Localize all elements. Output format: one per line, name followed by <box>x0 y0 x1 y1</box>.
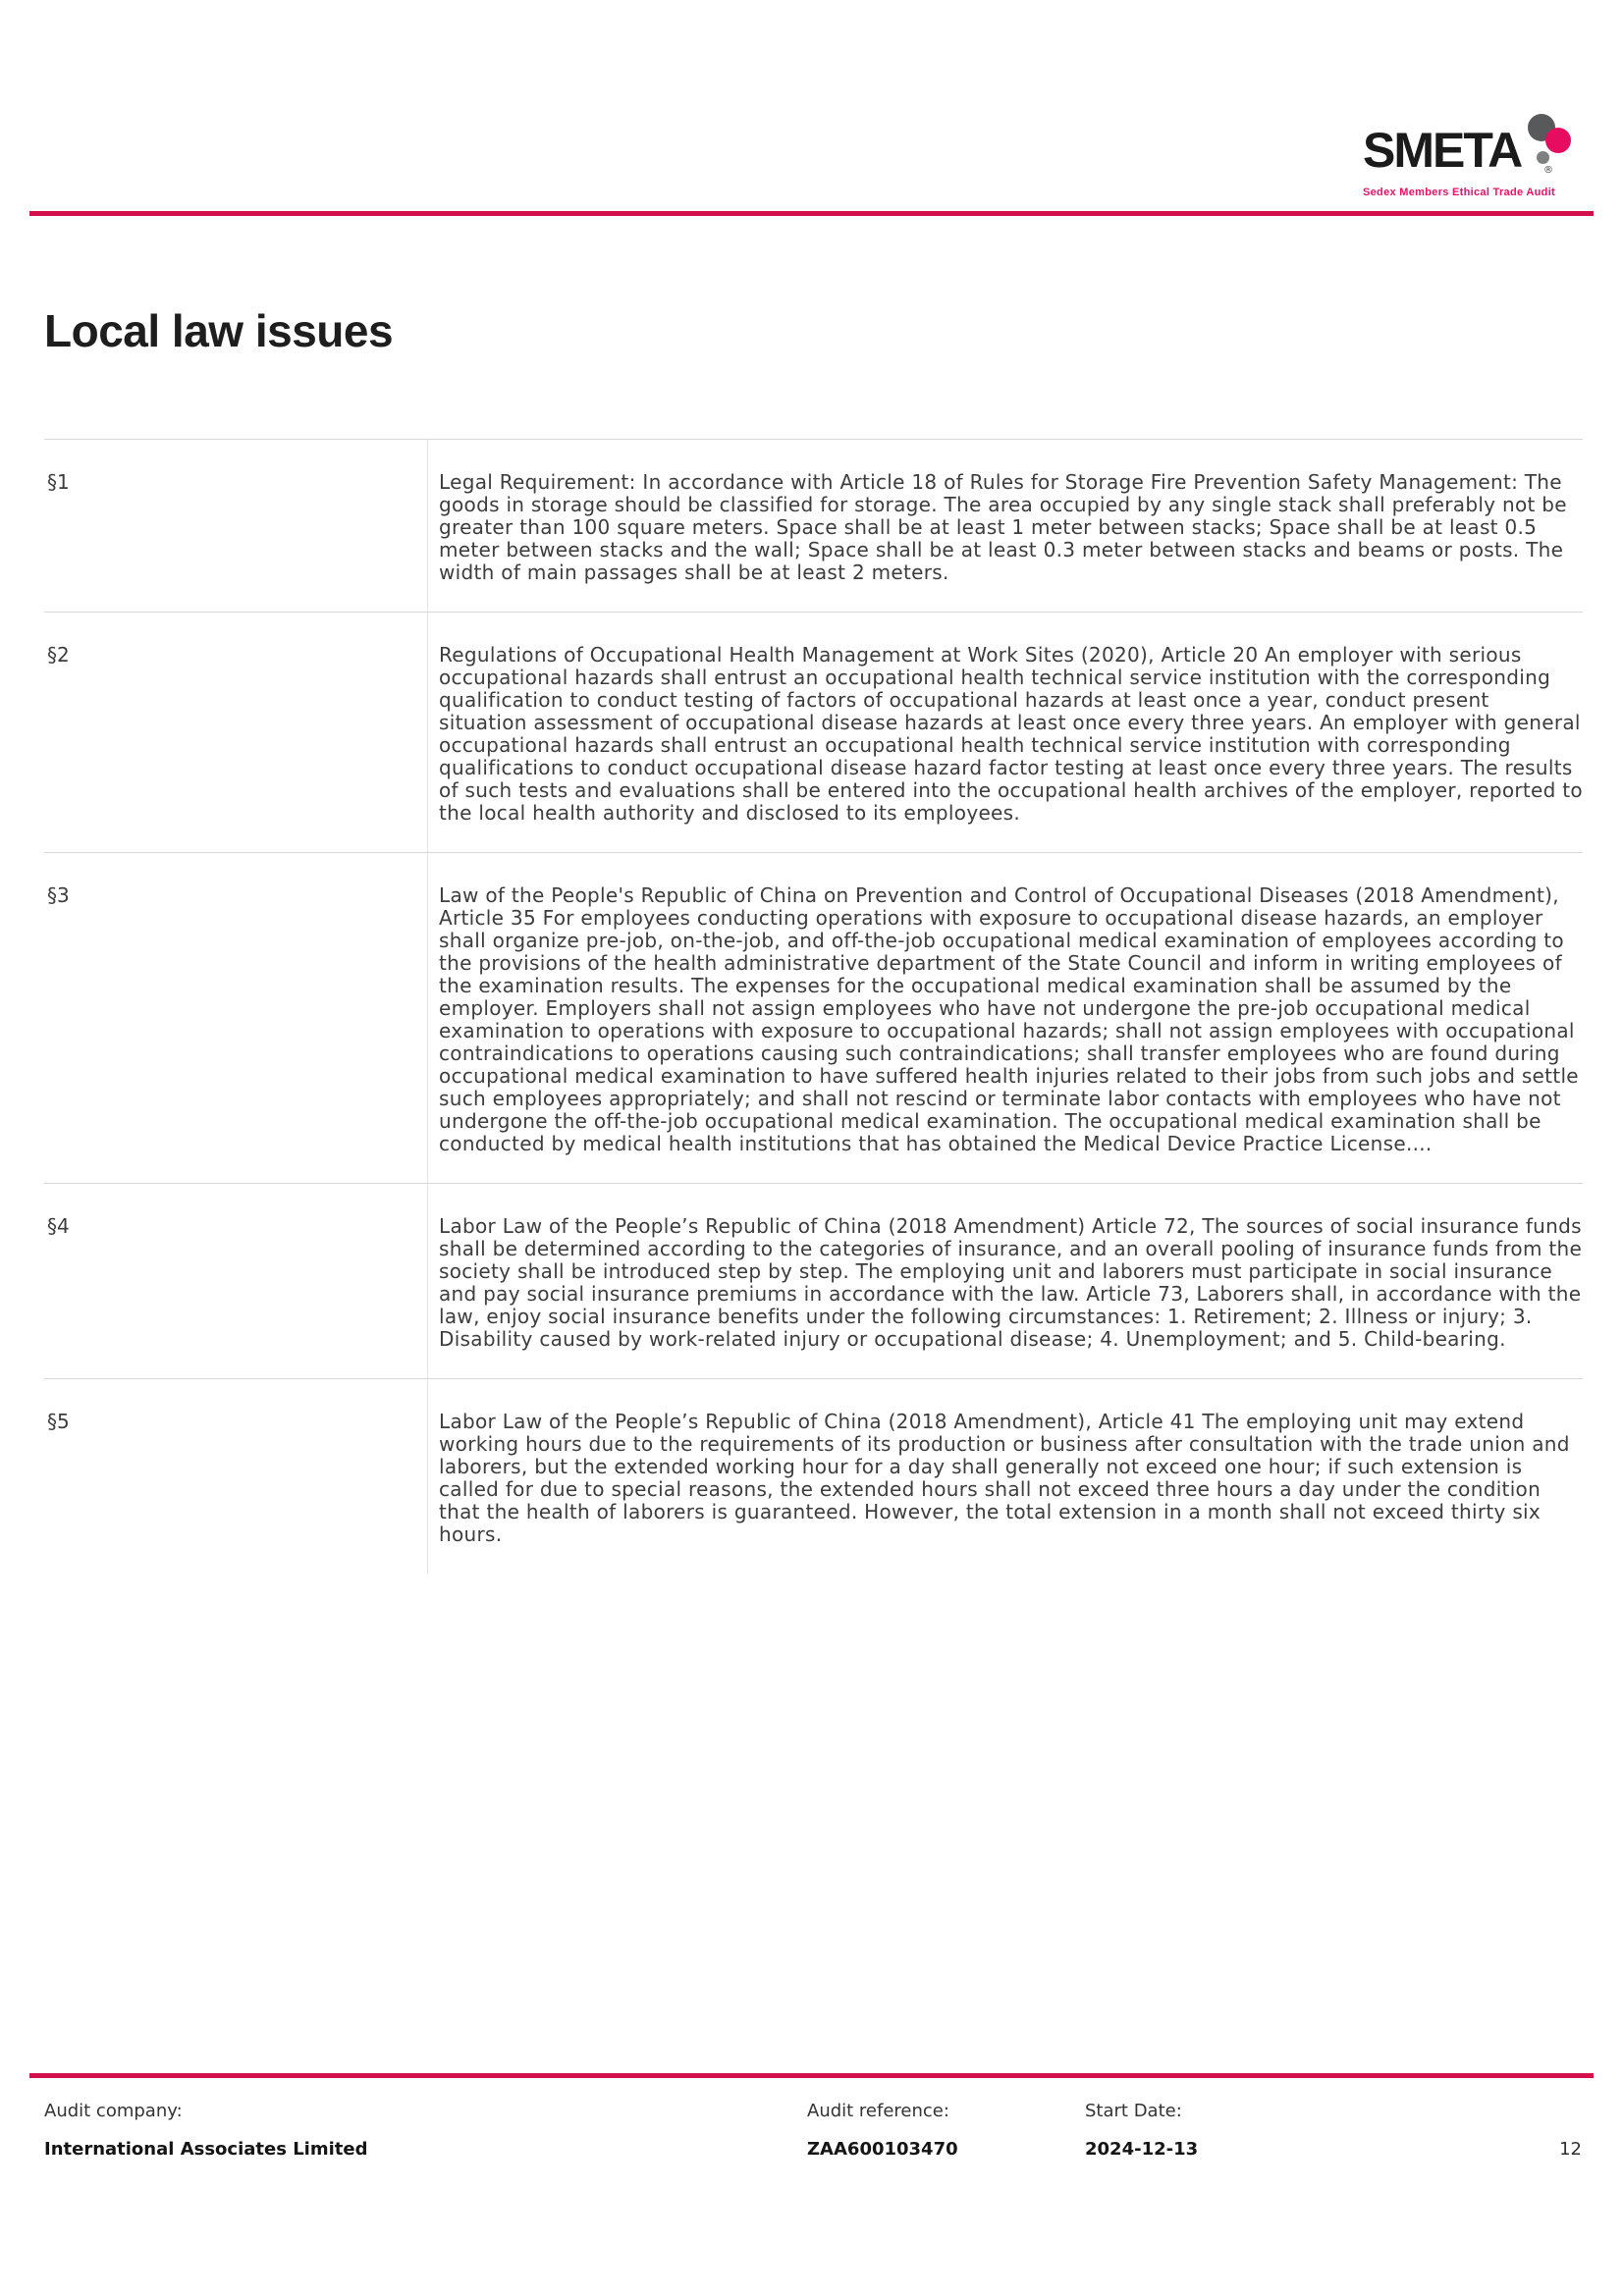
law-row-5 <box>44 1378 1583 1574</box>
law-text: Labor Law of the People’s Republic of China (2018 Amendment) Article 72, The sources of social insurance funds shall be determined according to the categories of insurance, and an overall pooling of insurance funds from the society shall be introduced step by step. The employing unit and laborers must participate in social insurance and pay social insurance premiums in accordance with the law. Article 73, Laborers shall, in accordance with the law, enjoy social insurance benefits under the following circumstances: 1. Retirement; 2. Illness or injury; 3. Disability caused by work-related injury or occupational disease; 4. Unemployment; and 5. Child-bearing. <box>427 1184 1583 1378</box>
law-row-3 <box>44 852 1583 1183</box>
audit-reference-label: Audit reference: <box>807 2101 949 2121</box>
start-date-value: 2024-12-13 <box>1085 2139 1199 2160</box>
law-text: Legal Requirement: In accordance with Article 18 of Rules for Storage Fire Prevention Safety Management: The goods in storage should be classified for storage. The area occupied by any single stack shall preferably not be greater than 100 square meters. Space shall be at least 1 meter between stacks; Space shall be at least 0.5 meter between stacks and the wall; Space shall be at least 0.3 meter between stacks and beams or posts. The width of main passages shall be at least 2 meters. <box>427 440 1583 612</box>
law-text: Law of the People's Republic of China on Prevention and Control of Occupational Diseases (2018 Amendment), Article 35 For employees conducting operations with exposure to occupational disease hazards, an employer shall organize pre-job, on-the-job, and off-the-job occupational medical examination of employees according to the provisions of the health administrative department of the State Council and inform in writing employees of the examination results. The expenses for the occupational medical examination shall be assumed by the employer. Employers shall not assign employees who have not undergone the pre-job occupational medical examination to operations with exposure to occupational hazards; shall not assign employees with occupational contraindications to operations causing such contraindications; shall transfer employees who are found during occupational medical examination to have suffered health injuries related to their jobs from such jobs and settle such employees appropriately; and shall not rescind or terminate labor contacts with employees who have not undergone the off-the-job occupational medical examination. The occupational medical examination shall be conducted by medical health institutions that has obtained the Medical Device Practice License.... <box>427 853 1583 1183</box>
law-text: Regulations of Occupational Health Management at Work Sites (2020), Article 20 An employer with serious occupational hazards shall entrust an occupational health technical service institution with the corresponding qualification to conduct testing of factors of occupational hazards at least once a year, conduct present situation assessment of occupational disease hazards at least once every three years. An employer with general occupational hazards shall entrust an occupational health technical service institution with corresponding qualifications to conduct occupational disease hazard factor testing at least once every three years. The results of such tests and evaluations shall be entered into the occupational health archives of the employer, reported to the local health authority and disclosed to its employees. <box>427 613 1583 852</box>
smeta-logo-dots-icon <box>1528 114 1593 177</box>
smeta-logo-tagline: Sedex Members Ethical Trade Audit <box>1363 187 1555 198</box>
page-number: 12 <box>1559 2139 1582 2160</box>
law-text: Labor Law of the People’s Republic of China (2018 Amendment), Article 41 The employing unit may extend working hours due to the requirements of its production or business after consultation with the trade union and laborers, but the extended working hour for a day shall generally not exceed one hour; if such extension is called for due to special reasons, the extended hours shall not exceed three hours a day under the condition that the health of laborers is guaranteed. However, the total extension in a month shall not exceed thirty six hours. <box>427 1379 1583 1574</box>
footer <box>29 2073 1594 2191</box>
law-ref: §1 <box>47 470 70 494</box>
law-row-2 <box>44 612 1583 852</box>
law-ref: §4 <box>47 1214 70 1238</box>
footer-divider-rule <box>29 2073 1594 2078</box>
footer-start-date <box>1085 2101 1198 2161</box>
smeta-logo-row <box>1363 123 1594 183</box>
footer-audit-company <box>44 2101 367 2161</box>
audit-company-label: Audit company: <box>44 2101 183 2121</box>
registered-trademark-symbol: ® <box>1543 165 1553 176</box>
header-divider-rule <box>29 211 1594 216</box>
smeta-dot-gray-small-icon <box>1537 151 1549 164</box>
footer-audit-reference <box>807 2101 958 2161</box>
smeta-logo-text: SMETA <box>1363 123 1522 178</box>
local-law-issues-table <box>44 439 1583 1574</box>
audit-company-value: International Associates Limited <box>44 2139 368 2160</box>
smeta-logo <box>1363 123 1594 198</box>
start-date-label: Start Date: <box>1085 2101 1182 2121</box>
law-ref: §5 <box>47 1410 70 1433</box>
page-title: Local law issues <box>44 305 394 356</box>
law-ref: §3 <box>47 883 70 907</box>
law-row-4 <box>44 1183 1583 1378</box>
law-row-1 <box>44 439 1583 612</box>
law-ref: §2 <box>47 643 70 667</box>
audit-reference-value: ZAA600103470 <box>807 2139 958 2160</box>
smeta-dot-pink-icon <box>1545 128 1571 153</box>
